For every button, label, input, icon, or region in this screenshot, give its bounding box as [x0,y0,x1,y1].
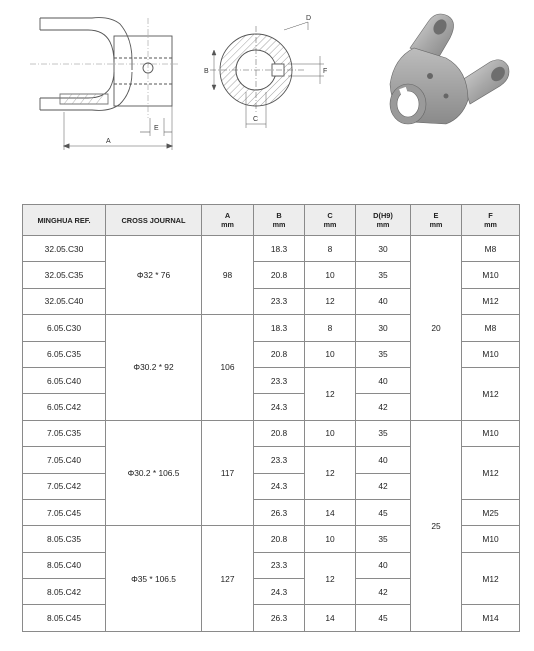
cell-b: 20.8 [254,341,305,367]
cell-f: M8 [462,315,520,341]
cell-f: M8 [462,236,520,262]
cell-ref: 7.05.C42 [23,473,106,499]
cell-d: 30 [356,315,411,341]
cell-d: 35 [356,262,411,288]
col-header-d: D(H9) mm [356,205,411,236]
cell-b: 24.3 [254,579,305,605]
cell-f: M12 [462,447,520,500]
cell-b: 26.3 [254,499,305,525]
technical-drawings [0,0,534,190]
cell-ref: 7.05.C40 [23,447,106,473]
cell-ref: 6.05.C42 [23,394,106,420]
cell-cross-journal: Φ30.2 * 106.5 [106,420,202,526]
cell-c: 10 [305,341,356,367]
cell-d: 42 [356,394,411,420]
cell-b: 26.3 [254,605,305,631]
col-header-ref: MINGHUA REF. [23,205,106,236]
cell-c: 10 [305,526,356,552]
cell-ref: 6.05.C40 [23,367,106,393]
yoke-side-view-drawing [0,0,190,160]
cell-d: 45 [356,605,411,631]
cell-ref: 8.05.C45 [23,605,106,631]
yoke-3d-render [350,0,530,160]
table-header-row [23,205,520,236]
cell-c: 12 [305,367,356,420]
cell-b: 18.3 [254,236,305,262]
cell-c: 12 [305,447,356,500]
cell-f: M10 [462,526,520,552]
cell-d: 40 [356,288,411,314]
cell-ref: 7.05.C45 [23,499,106,525]
cell-a: 127 [202,526,254,632]
cell-b: 23.3 [254,552,305,578]
table-row [23,420,520,446]
cell-d: 30 [356,236,411,262]
cell-ref: 8.05.C42 [23,579,106,605]
cell-f: M12 [462,552,520,605]
cell-a: 98 [202,236,254,315]
dim-f-label: F [323,68,328,75]
table-row [23,236,520,262]
cell-d: 40 [356,367,411,393]
cell-d: 40 [356,447,411,473]
cell-c: 8 [305,236,356,262]
cell-c: 12 [305,552,356,605]
cell-b: 20.8 [254,526,305,552]
cell-ref: 32.05.C35 [23,262,106,288]
cell-d: 42 [356,473,411,499]
cell-cross-journal: Φ30.2 * 92 [106,315,202,421]
cell-e: 20 [411,236,462,421]
cell-b: 23.3 [254,367,305,393]
cell-d: 35 [356,341,411,367]
cell-c: 8 [305,315,356,341]
cell-b: 18.3 [254,315,305,341]
cell-b: 20.8 [254,420,305,446]
dim-a-label: A [106,138,111,145]
col-header-e: E mm [411,205,462,236]
bore-section-drawing [196,0,336,160]
cell-a: 106 [202,315,254,421]
cell-c: 10 [305,262,356,288]
col-header-c: C mm [305,205,356,236]
dim-c-label: C [253,116,259,123]
cell-b: 20.8 [254,262,305,288]
cell-cross-journal: Φ35 * 106.5 [106,526,202,632]
cell-b: 24.3 [254,473,305,499]
cell-f: M12 [462,288,520,314]
cell-f: M14 [462,605,520,631]
cell-c: 12 [305,288,356,314]
cell-b: 24.3 [254,394,305,420]
cell-f: M25 [462,499,520,525]
cell-d: 45 [356,499,411,525]
dim-b-label: B [204,68,209,75]
cell-f: M12 [462,367,520,420]
cell-b: 23.3 [254,447,305,473]
cell-ref: 6.05.C35 [23,341,106,367]
cell-ref: 8.05.C40 [23,552,106,578]
cell-d: 40 [356,552,411,578]
cell-d: 35 [356,526,411,552]
cell-d: 42 [356,579,411,605]
cell-ref: 8.05.C35 [23,526,106,552]
cell-c: 10 [305,420,356,446]
dim-e-label: E [154,125,159,132]
cell-ref: 32.05.C30 [23,236,106,262]
col-header-b: B mm [254,205,305,236]
cell-f: M10 [462,262,520,288]
col-header-a: A mm [202,205,254,236]
cell-c: 14 [305,605,356,631]
cell-a: 117 [202,420,254,526]
cell-ref: 32.05.C40 [23,288,106,314]
cell-ref: 6.05.C30 [23,315,106,341]
spec-table [22,204,520,632]
cell-cross-journal: Φ32 * 76 [106,236,202,315]
cell-f: M10 [462,420,520,446]
cell-f: M10 [462,341,520,367]
col-header-f: F mm [462,205,520,236]
cell-b: 23.3 [254,288,305,314]
col-header-cross-journal: CROSS JOURNAL [106,205,202,236]
cell-e: 25 [411,420,462,631]
cell-d: 35 [356,420,411,446]
cell-c: 14 [305,499,356,525]
cell-ref: 7.05.C35 [23,420,106,446]
dim-d-label: D [306,15,312,22]
